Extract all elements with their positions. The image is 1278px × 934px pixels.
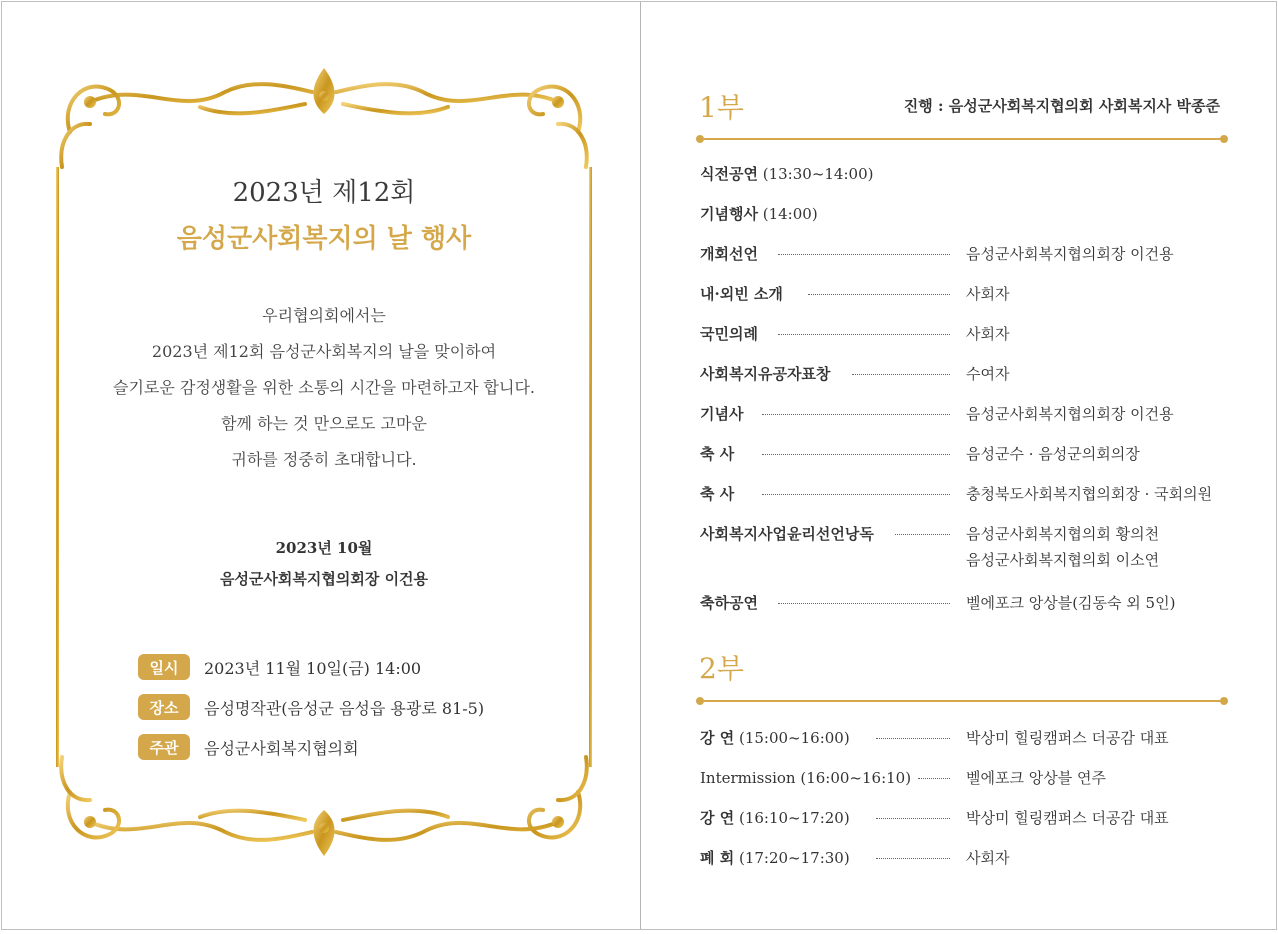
program-item-time: (13:30~14:00) bbox=[757, 165, 874, 183]
program-item-value: 사회자 bbox=[966, 325, 1010, 343]
program-item-name: 강 연 bbox=[700, 809, 735, 827]
program-row bbox=[700, 201, 1260, 227]
program-item-name: 축 사 bbox=[700, 485, 735, 503]
program-row bbox=[700, 321, 1260, 347]
program-item-label bbox=[700, 725, 850, 751]
program-item-time: (14:00) bbox=[757, 205, 818, 223]
part2-heading: 2부 bbox=[699, 652, 744, 685]
program-item-name: 축하공연 bbox=[700, 594, 758, 612]
program-item-name: 사회복지유공자표창 bbox=[700, 365, 831, 383]
program-item-label bbox=[700, 441, 734, 467]
program-item-name: 식전공연 bbox=[700, 165, 758, 183]
program-item-time: (15:00~16:00) bbox=[734, 729, 850, 747]
program-item-label bbox=[700, 481, 734, 507]
program-item-time: (16:10~17:20) bbox=[734, 809, 850, 827]
page-fold-divider bbox=[640, 2, 641, 929]
detail-badge: 주관 bbox=[138, 734, 190, 760]
program-item-label bbox=[700, 361, 830, 387]
program-row bbox=[700, 521, 1260, 569]
program-item-label bbox=[700, 805, 850, 831]
program-item-value: 충청북도사회복지협의회장 · 국회의원 bbox=[966, 485, 1213, 503]
leader-dots bbox=[762, 494, 950, 495]
part2-divider bbox=[699, 700, 1225, 702]
program-item-value: 수여자 bbox=[966, 365, 1010, 383]
leader-dots bbox=[895, 534, 950, 535]
letter-date: 2023년 10월 bbox=[275, 539, 373, 557]
message-line: 귀하를 정중히 초대합니다. bbox=[231, 450, 417, 469]
message-line: 우리협의회에서는 bbox=[262, 306, 386, 325]
program-row bbox=[700, 161, 1260, 187]
program-row bbox=[700, 481, 1260, 507]
program-row bbox=[700, 725, 1260, 751]
detail-badge: 장소 bbox=[138, 694, 190, 720]
program-item-name: 사회복지사업윤리선언낭독 bbox=[700, 525, 874, 543]
detail-value: 음성군사회복지협의회 bbox=[204, 738, 359, 758]
program-item-value-2: 음성군사회복지협의회 이소연 bbox=[966, 551, 1160, 569]
program-row bbox=[700, 361, 1260, 387]
program-row bbox=[700, 441, 1260, 467]
part1-heading: 1부 bbox=[699, 91, 744, 124]
detail-value: 음성명작관(음성군 음성읍 용광로 81-5) bbox=[204, 698, 485, 718]
message-line: 2023년 제12회 음성군사회복지의 날을 맞이하여 bbox=[151, 342, 497, 361]
program-item-value: 벨에포크 앙상블(김동숙 외 5인) bbox=[966, 594, 1176, 612]
program-item-label bbox=[700, 161, 873, 187]
event-title: 음성군사회복지의 날 행사 bbox=[176, 224, 472, 254]
program-item-label bbox=[700, 201, 818, 227]
leader-dots bbox=[762, 414, 950, 415]
program-row bbox=[700, 241, 1260, 267]
part1-host: 진행 : 음성군사회복지협의회 사회복지사 박종준 bbox=[903, 97, 1220, 115]
detail-venue bbox=[138, 692, 558, 722]
program-item-name: Intermission bbox=[700, 769, 796, 787]
signature: 음성군사회복지협의회장 이건용 bbox=[219, 570, 429, 588]
leader-dots bbox=[762, 454, 950, 455]
invitation-message bbox=[50, 298, 598, 478]
leader-dots bbox=[876, 738, 950, 739]
program-item-value: 벨에포크 앙상블 연주 bbox=[966, 769, 1106, 787]
program-row bbox=[700, 765, 1260, 791]
program-item-name: 국민의례 bbox=[700, 325, 758, 343]
program-item-value: 사회자 bbox=[966, 285, 1010, 303]
program-item-label bbox=[700, 401, 743, 427]
program-row bbox=[700, 401, 1260, 427]
program-item-name: 축 사 bbox=[700, 445, 735, 463]
leader-dots bbox=[778, 334, 950, 335]
leader-dots bbox=[876, 818, 950, 819]
detail-badge: 일시 bbox=[138, 654, 190, 680]
program-item-label bbox=[700, 590, 758, 616]
detail-datetime bbox=[138, 652, 558, 682]
message-line: 슬기로운 감정생활을 위한 소통의 시간을 마련하고자 합니다. bbox=[112, 378, 535, 397]
program-row bbox=[700, 590, 1260, 616]
leader-dots bbox=[918, 778, 950, 779]
program-item-label bbox=[700, 241, 758, 267]
program-item-label bbox=[700, 521, 874, 547]
detail-value: 2023년 11월 10일(금) 14:00 bbox=[204, 658, 422, 678]
leader-dots bbox=[876, 858, 950, 859]
event-year-title: 2023년 제12회 bbox=[232, 178, 416, 208]
part1-divider bbox=[699, 138, 1225, 140]
invitation-spread bbox=[1, 1, 1277, 930]
leader-dots bbox=[808, 294, 950, 295]
program-item-label bbox=[700, 845, 850, 871]
program-item-value: 음성군수 · 음성군의회의장 bbox=[966, 445, 1140, 463]
program-item-time: (16:00~16:10) bbox=[795, 769, 912, 787]
detail-organizer bbox=[138, 732, 558, 762]
program-row bbox=[700, 281, 1260, 307]
leader-dots bbox=[778, 603, 950, 604]
program-item-value: 박상미 힐링캠퍼스 더공감 대표 bbox=[966, 809, 1169, 827]
program-item-name: 폐 회 bbox=[700, 849, 735, 867]
program-item-name: 기념사 bbox=[700, 405, 744, 423]
program-item-name: 개회선언 bbox=[700, 245, 758, 263]
program-item-value: 사회자 bbox=[966, 849, 1010, 867]
program-item-value: 음성군사회복지협의회장 이건용 bbox=[966, 245, 1174, 263]
program-row bbox=[700, 845, 1260, 871]
message-line: 함께 하는 것 만으로도 고마운 bbox=[221, 414, 427, 433]
program-item-name: 강 연 bbox=[700, 729, 735, 747]
program-item-value: 음성군사회복지협의회장 이건용 bbox=[966, 405, 1174, 423]
program-item-value: 박상미 힐링캠퍼스 더공감 대표 bbox=[966, 729, 1169, 747]
program-item-time: (17:20~17:30) bbox=[734, 849, 850, 867]
program-item-value: 음성군사회복지협의회 황의천 bbox=[966, 525, 1160, 543]
program-row bbox=[700, 805, 1260, 831]
program-item-name: 내·외빈 소개 bbox=[700, 285, 783, 303]
program-item-label bbox=[700, 321, 758, 347]
program-item-name: 기념행사 bbox=[700, 205, 758, 223]
program-item-label bbox=[700, 765, 911, 791]
program-item-label bbox=[700, 281, 783, 307]
leader-dots bbox=[852, 374, 950, 375]
leader-dots bbox=[778, 254, 950, 255]
